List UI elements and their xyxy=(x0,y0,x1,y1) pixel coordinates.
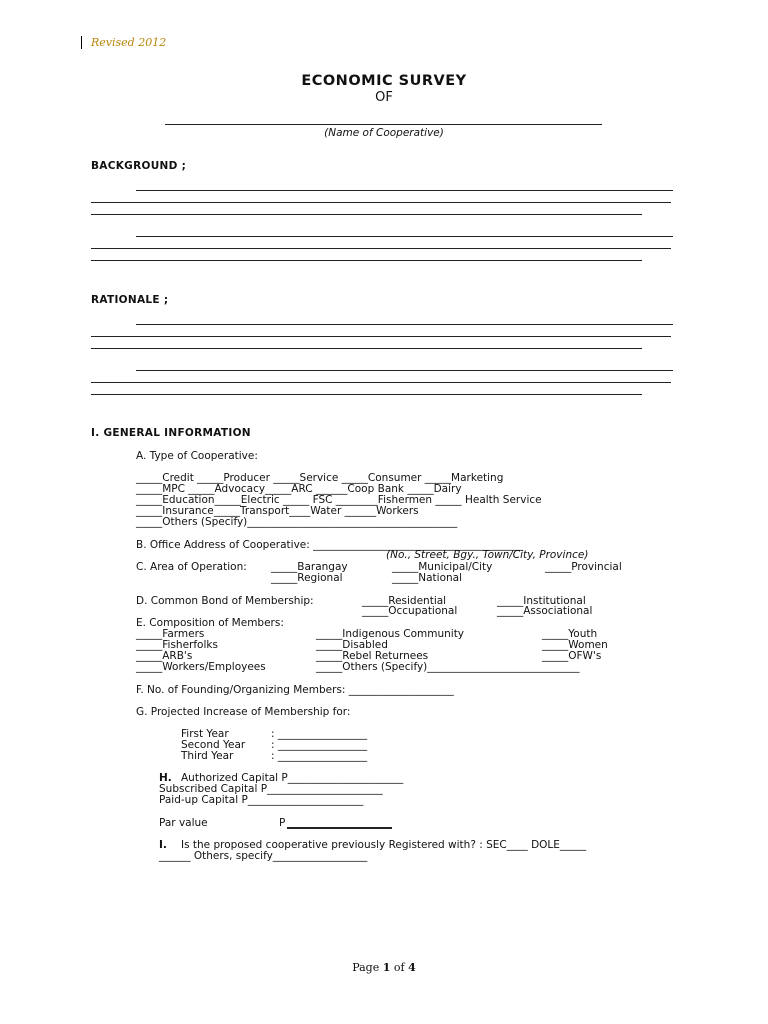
page-title: ECONOMIC SURVEY xyxy=(301,73,467,89)
subscribed-capital-field[interactable]: Subscribed Capital P______________________ xyxy=(159,783,383,795)
member-option-others[interactable]: _____Others (Specify)_____________________________ xyxy=(316,661,580,673)
option-barangay[interactable]: _____Barangay xyxy=(271,561,348,573)
member-option[interactable]: _____Workers/Employees xyxy=(136,661,266,673)
first-year-field[interactable]: : _________________ xyxy=(271,728,368,740)
member-option[interactable]: _____Farmers xyxy=(136,628,205,640)
previous-registration-field[interactable]: Is the proposed cooperative previously Registered with? : SEC____ DOLE_____ xyxy=(181,839,587,851)
third-year-label: Third Year xyxy=(181,750,234,762)
member-option[interactable]: _____Disabled xyxy=(316,639,388,651)
paid-up-capital-field[interactable]: Paid-up Capital P______________________ xyxy=(159,794,364,806)
second-year-field[interactable]: : _________________ xyxy=(271,739,368,751)
option-municipal-city[interactable]: _____Municipal/City xyxy=(392,561,493,573)
option-associational[interactable]: _____Associational xyxy=(497,605,593,617)
par-value-p: P xyxy=(279,817,286,829)
page-number xyxy=(0,961,768,974)
member-option[interactable]: _____ARB's xyxy=(136,650,193,662)
type-row-others[interactable]: _____Others (Specify)________________________________________ xyxy=(136,516,458,528)
background-label: BACKGROUND ; xyxy=(91,160,187,172)
founding-members-field[interactable]: F. No. of Founding/Organizing Members: ____________________ xyxy=(136,684,454,696)
background-line[interactable] xyxy=(91,260,642,261)
option-regional[interactable]: _____Regional xyxy=(271,572,343,584)
background-line[interactable] xyxy=(136,190,673,191)
office-address-field[interactable]: B. Office Address of Cooperative: ________________________________________ xyxy=(136,539,524,551)
type-of-cooperative-label: A. Type of Cooperative: xyxy=(136,450,258,462)
type-row[interactable]: _____Education_____Electric _____ FSC ________Fishermen _____ Health Service xyxy=(136,494,542,506)
general-info-heading: I. GENERAL INFORMATION xyxy=(91,427,251,439)
member-option[interactable]: _____OFW's xyxy=(542,650,602,662)
authorized-capital-field[interactable]: Authorized Capital P______________________ xyxy=(181,772,404,784)
rationale-line[interactable] xyxy=(136,370,673,371)
type-row[interactable]: _____Insurance_____Transport____Water ______Workers xyxy=(136,505,419,517)
member-option[interactable]: _____Indigenous Community xyxy=(316,628,465,640)
member-option[interactable]: _____Rebel Returnees xyxy=(316,650,429,662)
member-option[interactable]: _____Fisherfolks xyxy=(136,639,218,651)
rationale-line[interactable] xyxy=(91,348,642,349)
common-bond-label: D. Common Bond of Membership: xyxy=(136,595,314,607)
option-national[interactable]: _____National xyxy=(392,572,463,584)
third-year-field[interactable]: : _________________ xyxy=(271,750,368,762)
rationale-line[interactable] xyxy=(91,382,671,383)
option-occupational[interactable]: _____Occupational xyxy=(362,605,458,617)
first-year-label: First Year xyxy=(181,728,229,740)
background-line[interactable] xyxy=(136,236,673,237)
type-row[interactable]: _____MPC _____Advocacy_____ARC ______Coop Bank _____Dairy xyxy=(136,483,462,495)
others-specify-field[interactable]: ______ Others, specify__________________ xyxy=(159,850,368,862)
cooperative-name-caption: (Name of Cooperative) xyxy=(324,127,444,139)
option-institutional[interactable]: _____Institutional xyxy=(497,595,586,607)
page-word: Page xyxy=(352,961,380,974)
background-line[interactable] xyxy=(91,214,642,215)
second-year-label: Second Year xyxy=(181,739,246,751)
option-residential[interactable]: _____Residential xyxy=(362,595,447,607)
rationale-label: RATIONALE ; xyxy=(91,294,169,306)
member-option[interactable]: _____Youth xyxy=(542,628,598,640)
title-of: OF xyxy=(375,90,393,105)
background-line[interactable] xyxy=(91,202,671,203)
par-value-line[interactable] xyxy=(287,827,392,829)
of-word: of xyxy=(393,961,405,974)
member-option[interactable]: _____Women xyxy=(542,639,608,651)
par-value-label: Par value xyxy=(159,817,208,829)
rationale-line[interactable] xyxy=(136,324,673,325)
composition-label: E. Composition of Members: xyxy=(136,617,284,629)
cooperative-name-line[interactable] xyxy=(165,124,602,125)
section-h-letter: H. xyxy=(159,772,172,784)
current-page: 1 xyxy=(382,961,391,974)
area-of-operation-label: C. Area of Operation: xyxy=(136,561,247,573)
rationale-line[interactable] xyxy=(91,336,671,337)
projected-increase-label: G. Projected Increase of Membership for: xyxy=(136,706,351,718)
background-line[interactable] xyxy=(91,248,671,249)
rationale-line[interactable] xyxy=(91,394,642,395)
office-address-caption: (No., Street, Bgy., Town/City, Province) xyxy=(386,549,589,561)
total-pages: 4 xyxy=(408,961,416,974)
type-row[interactable]: _____Credit _____Producer _____Service _____Consumer _____Marketing xyxy=(136,472,504,484)
section-i-letter: I. xyxy=(159,839,167,851)
revised-label: Revised 2012 xyxy=(91,36,167,49)
option-provincial[interactable]: _____Provincial xyxy=(545,561,622,573)
header-margin-bar xyxy=(81,36,82,49)
